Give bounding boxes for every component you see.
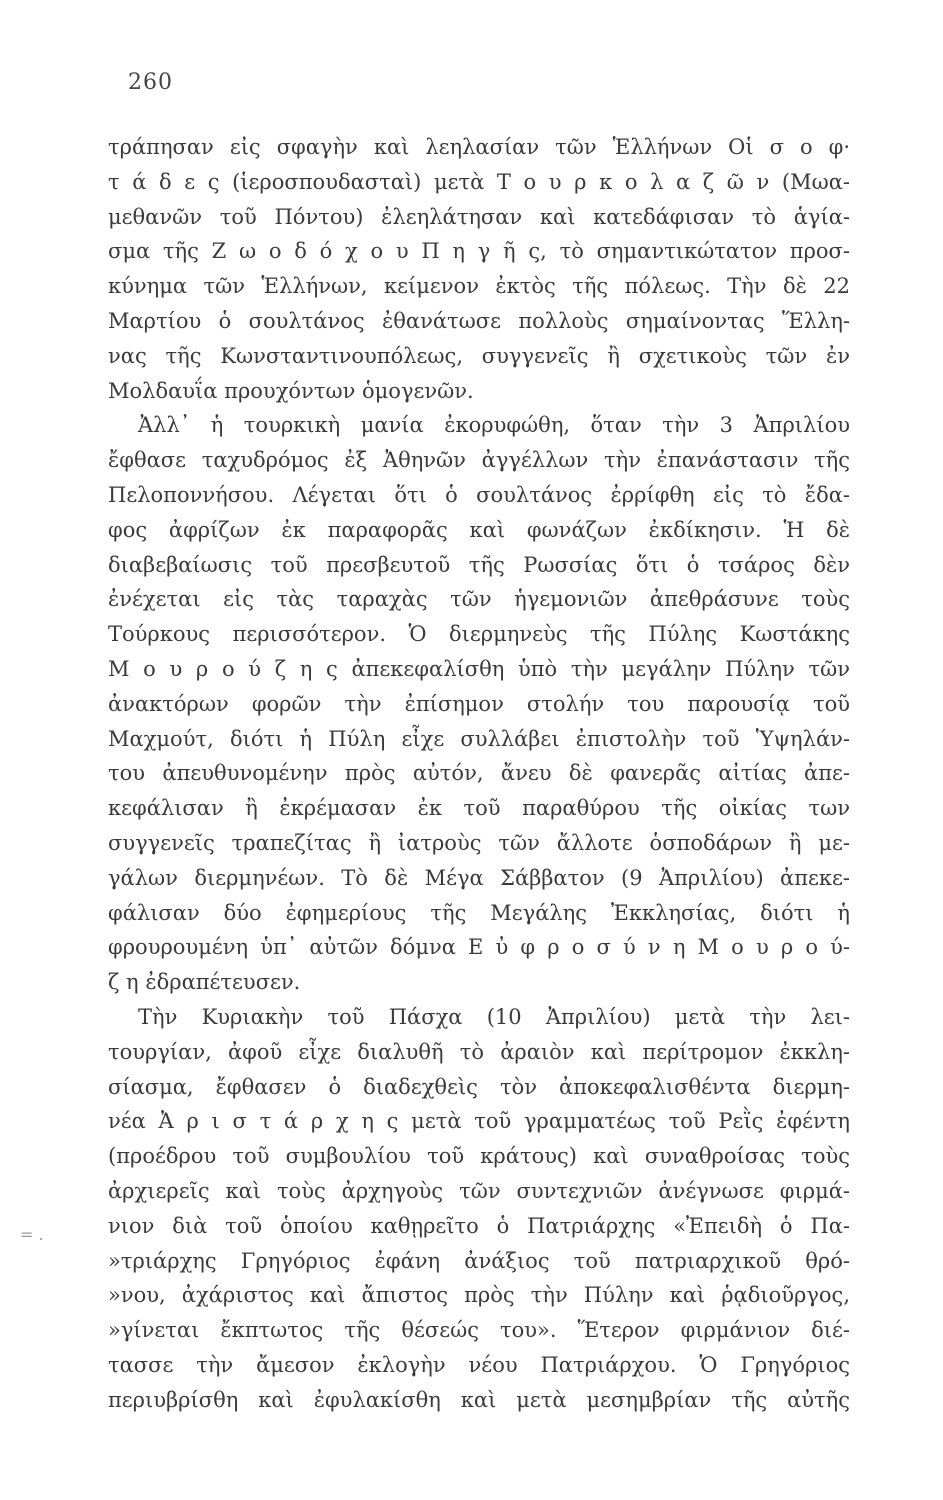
- text-line: Ἀλλ᾽ ἡ τουρκικὴ μανία ἐκορυφώθη, ὅταν τὴν 3 Ἀπριλίου: [138, 413, 850, 438]
- text-line: ζ η ἐδραπέτευσεν.: [108, 970, 301, 995]
- text-line: φάλισαν δύο ἐφημερίους τῆς Μεγάλης Ἐκκλησίας, διότι ἡ: [108, 900, 850, 925]
- text-line: ἔφθασε ταχυδρόμος ἐξ Ἀθηνῶν ἀγγέλλων τὴν ἐπανάστασιν τῆς: [108, 448, 850, 473]
- text-line: τουργίαν, ἀφοῦ εἶχε διαλυθῆ τὸ ἀραιὸν καὶ περίτρομον ἐκκλη-: [108, 1039, 850, 1064]
- text-line: Μαρτίου ὁ σουλτάνος ἐθανάτωσε πολλοὺς σημαίνοντας Ἕλλη-: [108, 308, 850, 333]
- text-line: διαβεβαίωσις τοῦ πρεσβευτοῦ τῆς Ρωσσίας ὅτι ὁ τσάρος δὲν: [108, 552, 850, 577]
- text-line: τ ά δ ε ς (ἱεροσπουδασταὶ) μετὰ Τ ο υ ρ κ ο λ α ζ ῶ ν (Μωα-: [108, 169, 850, 194]
- text-line: »γίνεται ἔκπτωτος τῆς θέσεώς του». Ἕτερον φιρμάνιον διέ-: [108, 1318, 850, 1343]
- text-line: τασσε τὴν ἄμεσον ἐκλογὴν νέου Πατριάρχου. Ὁ Γρηγόριος: [108, 1352, 850, 1377]
- text-line: γάλων διερμηνέων. Τὸ δὲ Μέγα Σάββατον (9 Ἀπριλίου) ἀπεκε-: [108, 865, 850, 890]
- text-line: »νου, ἀχάριστος καὶ ἄπιστος πρὸς τὴν Πύλην καὶ ῥᾳδιοῦργος,: [108, 1283, 850, 1308]
- text-line: ἀρχιερεῖς καὶ τοὺς ἀρχηγοὺς τῶν συντεχνιῶν ἀνέγνωσε φιρμά-: [108, 1178, 850, 1203]
- text-line: Μολδαυΐα προυχόντων ὁμογενῶν.: [108, 378, 474, 403]
- text-line: Μ ο υ ρ ο ύ ζ η ς ἀπεκεφαλίσθη ὑπὸ τὴν μεγάλην Πύλην τῶν: [108, 656, 850, 681]
- text-line: του ἀπευθυνομένην πρὸς αὐτόν, ἄνευ δὲ φανερᾶς αἰτίας ἀπε-: [108, 761, 850, 786]
- text-line: περιυβρίσθη καὶ ἐφυλακίσθη καὶ μετὰ μεσημβρίαν τῆς αὐτῆς: [108, 1387, 850, 1412]
- text-line: σμα τῆς Ζ ω ο δ ό χ ο υ Π η γ ῆ ς, τὸ σημαντικώτατον προσ-: [108, 239, 850, 264]
- text-line: συγγενεῖς τραπεζίτας ἢ ἰατροὺς τῶν ἄλλοτε ὁσποδάρων ἢ με-: [108, 830, 850, 855]
- text-line: »τριάρχης Γρηγόριος ἐφάνη ἀνάξιος τοῦ πατριαρχικοῦ θρό-: [108, 1248, 850, 1273]
- text-line: κεφάλισαν ἢ ἐκρέμασαν ἐκ τοῦ παραθύρου τῆς οἰκίας των: [108, 796, 850, 821]
- text-line: μεθανῶν τοῦ Πόντου) ἐλεηλάτησαν καὶ κατεδάφισαν τὸ ἁγία-: [108, 204, 850, 229]
- text-line: ἐνέχεται εἰς τὰς ταραχὰς τῶν ἡγεμονιῶν ἀπεθράσυνε τοὺς: [108, 587, 850, 612]
- text-line: τράπησαν εἰς σφαγὴν καὶ λεηλασίαν τῶν Ἑλλήνων Οἱ σ ο φ·: [108, 135, 850, 159]
- text-line: Πελοποννήσου. Λέγεται ὅτι ὁ σουλτάνος ἐρρίφθη εἰς τὸ ἔδα-: [108, 482, 850, 507]
- margin-mark: = .: [20, 1225, 44, 1244]
- text-line: φος ἀφρίζων ἐκ παραφορᾶς καὶ φωνάζων ἐκδίκησιν. Ἡ δὲ: [108, 517, 850, 542]
- text-line: ἀνακτόρων φορῶν τὴν ἐπίσημον στολήν του παρουσίᾳ τοῦ: [108, 691, 850, 716]
- page-number: 260: [128, 70, 173, 95]
- text-line: Τὴν Κυριακὴν τοῦ Πάσχα (10 Ἀπριλίου) μετὰ τὴν λει-: [138, 1004, 850, 1029]
- text-line: κύνημα τῶν Ἑλλήνων, κείμενον ἐκτὸς τῆς πόλεως. Τὴν δὲ 22: [108, 274, 850, 299]
- text-line: νιον διὰ τοῦ ὁποίου καθῃρεῖτο ὁ Πατριάρχης «Ἐπειδὴ ὁ Πα-: [108, 1213, 850, 1238]
- text-line: φρουρουμένη ὑπ᾽ αὐτῶν δόμνα Ε ὐ φ ρ ο σ ύ ν η Μ ο υ ρ ο ύ-: [108, 935, 850, 960]
- body-text: [108, 130, 850, 1417]
- text-line: νας τῆς Κωνσταντινουπόλεως, συγγενεῖς ἢ σχετικοὺς τῶν ἐν: [108, 343, 850, 368]
- text-line: σίασμα, ἔφθασεν ὁ διαδεχθεὶς τὸν ἀποκεφαλισθέντα διερμη-: [108, 1074, 850, 1099]
- text-line: (προέδρου τοῦ συμβουλίου τοῦ κράτους) καὶ συναθροίσας τοὺς: [108, 1144, 850, 1169]
- text-line: Τούρκους περισσότερον. Ὁ διερμηνεὺς τῆς Πύλης Κωστάκης: [108, 622, 850, 647]
- text-line: Μαχμούτ, διότι ἡ Πύλη εἶχε συλλάβει ἐπιστολὴν τοῦ Ὑψηλάν-: [108, 726, 850, 751]
- text-line: νέα Ἀ ρ ι σ τ ά ρ χ η ς μετὰ τοῦ γραμματέως τοῦ Ρεῒς ἐφέντη: [108, 1109, 850, 1134]
